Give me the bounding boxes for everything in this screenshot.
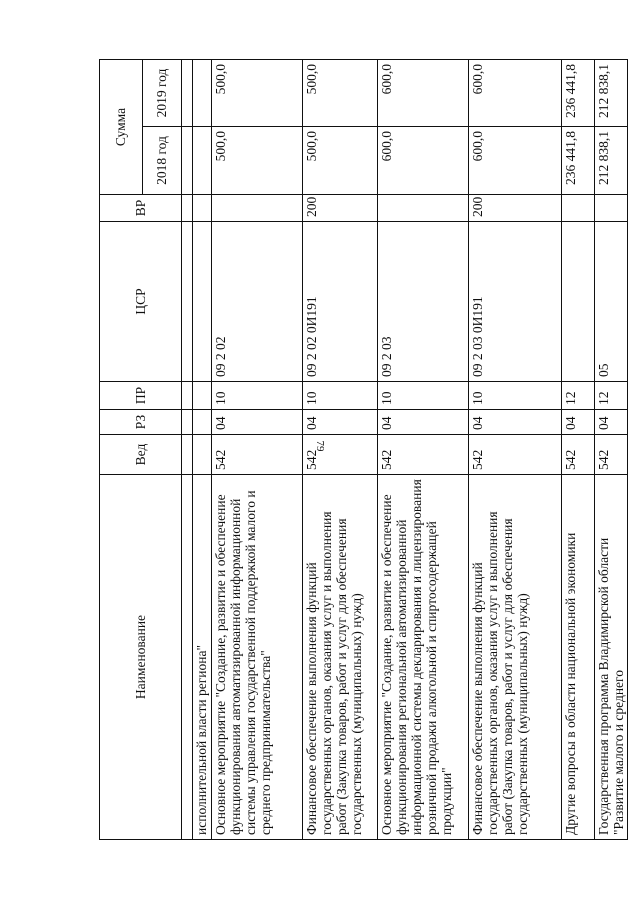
cell-2019: 236 441,8 <box>562 59 595 126</box>
table-row <box>562 59 595 839</box>
cell-ved: 542 <box>212 435 303 475</box>
cell-rz <box>193 410 212 435</box>
cell-rz: 04 <box>595 410 628 435</box>
cell-csr: 09 2 03 0И191 <box>469 222 562 382</box>
header-vr: ВР <box>100 195 182 222</box>
cell-rz: 04 <box>562 410 595 435</box>
cell-ved: 542 <box>378 435 469 475</box>
cell-csr <box>562 222 595 382</box>
table-row <box>303 59 378 839</box>
cell-pr: 10 <box>212 382 303 410</box>
table-header <box>100 59 182 839</box>
cell-pr: 10 <box>469 382 562 410</box>
cell-ved: 542 <box>303 435 378 475</box>
cell-2018: 500,0 <box>303 127 378 195</box>
table-row <box>193 59 212 839</box>
cell-ved: 542 <box>595 435 628 475</box>
header-spacer-row <box>182 59 193 839</box>
cell-pr: 10 <box>303 382 378 410</box>
cell-name: Финансовое обеспечение выполнения функций государственных органов, оказания услуг и выполнения работ (Закупка товаров, работ и услуг для обеспечения государственных (муниципальных) нужд) <box>469 475 562 840</box>
cell-csr <box>193 222 212 382</box>
cell-ved: 542 <box>469 435 562 475</box>
cell-rz: 04 <box>378 410 469 435</box>
table-row <box>212 59 303 839</box>
budget-table <box>99 59 628 840</box>
cell-name: Другие вопросы в области национальной экономики <box>562 475 595 840</box>
table-row <box>595 59 628 839</box>
header-pr: ПР <box>100 382 182 410</box>
cell-vr: 200 <box>469 195 562 222</box>
cell-vr <box>378 195 469 222</box>
cell-ved <box>193 435 212 475</box>
cell-name: Государственная программа Владимирской области "Развитие малого и среднего <box>595 475 628 840</box>
header-name: Наименование <box>100 475 182 840</box>
cell-ved: 542 <box>562 435 595 475</box>
cell-2019 <box>193 59 212 126</box>
header-year-2019: 2019 год <box>143 59 182 126</box>
cell-2018 <box>193 127 212 195</box>
header-csr: ЦСР <box>100 222 182 382</box>
cell-rz: 04 <box>212 410 303 435</box>
cell-2018: 600,0 <box>378 127 469 195</box>
cell-name: Финансовое обеспечение выполнения функций государственных органов, оказания услуг и выполнения работ (Закупка товаров, работ и услуг для обеспечения государственных (муниципальных) нужд) <box>303 475 378 840</box>
cell-2019: 600,0 <box>378 59 469 126</box>
cell-2018: 600,0 <box>469 127 562 195</box>
cell-2019: 212 838,1 <box>595 59 628 126</box>
cell-2018: 212 838,1 <box>595 127 628 195</box>
table-row <box>378 59 469 839</box>
cell-2019: 500,0 <box>212 59 303 126</box>
cell-pr: 12 <box>595 382 628 410</box>
cell-name: исполнительной власти региона" <box>193 475 212 840</box>
cell-pr: 12 <box>562 382 595 410</box>
cell-2019: 500,0 <box>303 59 378 126</box>
cell-vr <box>193 195 212 222</box>
cell-2019: 600,0 <box>469 59 562 126</box>
cell-name: Основное мероприятие "Создание, развитие и обеспечение функционирования автоматизированной информационной системы управления государственной поддержкой малого и среднего предпринимательства" <box>212 475 303 840</box>
cell-pr <box>193 382 212 410</box>
header-ved: Вед <box>100 435 182 475</box>
cell-vr <box>212 195 303 222</box>
table-row <box>469 59 562 839</box>
cell-csr: 09 2 02 0И191 <box>303 222 378 382</box>
cell-csr: 05 <box>595 222 628 382</box>
header-rz: РЗ <box>100 410 182 435</box>
cell-pr: 10 <box>378 382 469 410</box>
cell-2018: 500,0 <box>212 127 303 195</box>
cell-rz: 04 <box>303 410 378 435</box>
cell-name: Основное мероприятие "Создание, развитие и обеспечение функционирования региональной автоматизированной информационной системы декларирования и лицензирования розничной продажи алкогольной и спиртосодержащей продукции" <box>378 475 469 840</box>
cell-vr <box>562 195 595 222</box>
cell-csr: 09 2 03 <box>378 222 469 382</box>
header-sum: Сумма <box>100 59 143 194</box>
budget-table-rotated <box>99 60 627 840</box>
cell-vr <box>595 195 628 222</box>
cell-rz: 04 <box>469 410 562 435</box>
page-number: 79 <box>314 440 326 452</box>
cell-2018: 236 441,8 <box>562 127 595 195</box>
cell-csr: 09 2 02 <box>212 222 303 382</box>
header-year-2018: 2018 год <box>143 127 182 195</box>
cell-vr: 200 <box>303 195 378 222</box>
